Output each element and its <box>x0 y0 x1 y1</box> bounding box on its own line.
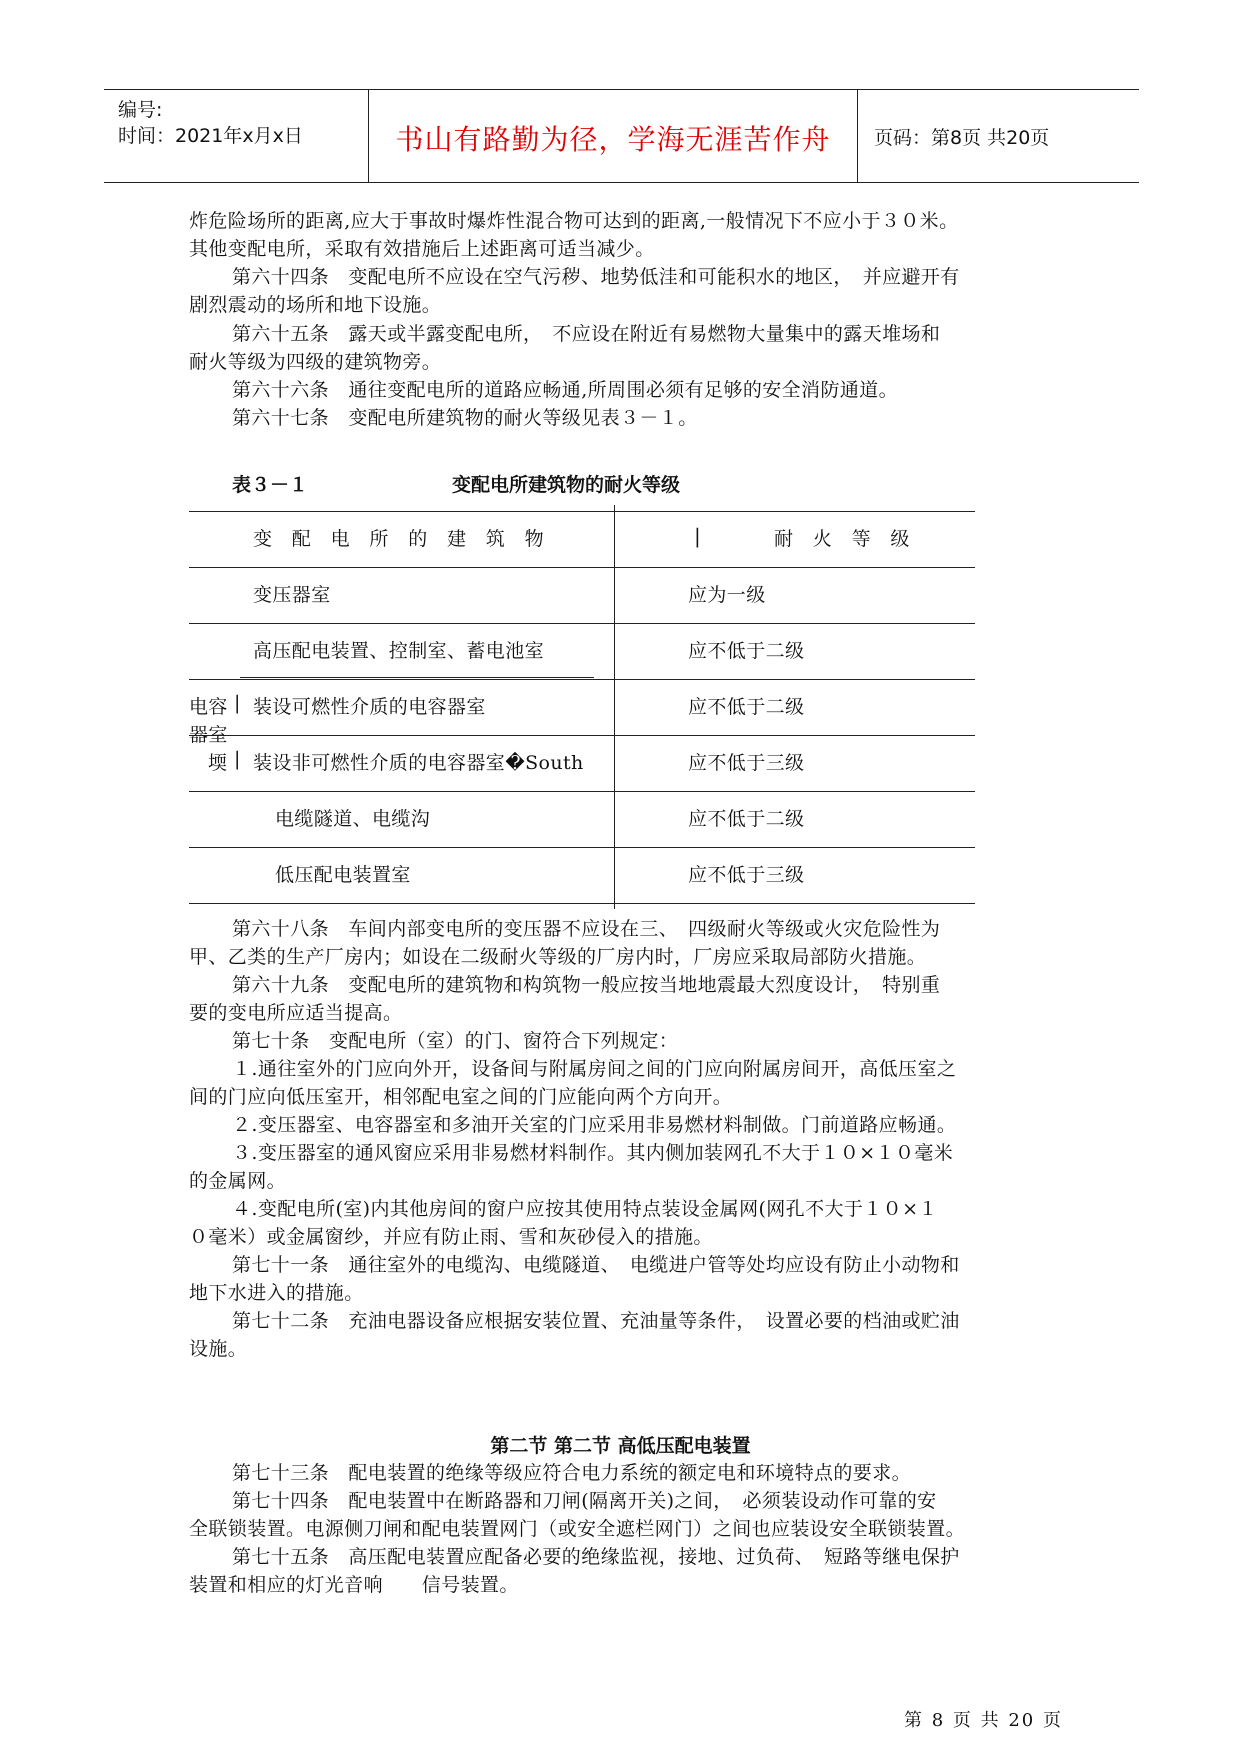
text-line: 第七十五条 高压配电装置应配备必要的绝缘监视，接地、过负荷、 短路等继电保护 <box>232 1546 960 1568</box>
column-header-grade: 耐 火 等 级 <box>774 528 910 550</box>
text-line: 间的门应向低压室开，相邻配电室之间的门应能向两个方向开。 <box>189 1086 733 1108</box>
table-rule <box>189 567 975 568</box>
text-line: ２.变压器室、电容器室和多油开关室的门应采用非易燃材料制做。门前道路应畅通。 <box>232 1114 957 1136</box>
text-line: 第六十四条 变配电所不应设在空气污秽、地势低洼和可能积水的地区， 并应避开有 <box>232 266 960 288</box>
text-line: 要的变电所应适当提高。 <box>189 1002 403 1024</box>
table-cell-grade: 应不低于三级 <box>688 752 805 774</box>
text-line: 全联锁装置。电源侧刀闸和配电装置网门（或安全遮栏网门）之间也应装设安全联锁装置。 <box>189 1518 966 1540</box>
group-label: 电容 <box>189 696 228 718</box>
text-line: 炸危险场所的距离,应大于事故时爆炸性混合物可达到的距离,一般情况下不应小于３０米。 <box>189 210 959 232</box>
table-rule <box>189 735 975 736</box>
table-cell-building: 电缆隧道、电缆沟 <box>275 808 431 830</box>
text-line: ４.变配电所(室)内其他房间的窗户应按其使用特点装设金属网(网孔不大于１０×１ <box>232 1198 938 1220</box>
text-line: 第六十九条 变配电所的建筑物和构筑物一般应按当地地震最大烈度设计， 特别重 <box>232 974 941 996</box>
motto: 书山有路勤为径，学海无涯苦作舟 <box>395 123 831 156</box>
text-line: 第七十一条 通往室外的电缆沟、电缆隧道、 电缆进户管等处均应设有防止小动物和 <box>232 1254 960 1276</box>
text-line: ３.变压器室的通风窗应采用非易燃材料制作。其内侧加装网孔不大于１０×１０毫米 <box>232 1142 954 1164</box>
table-rule-sub <box>240 677 594 678</box>
text-line: 第七十三条 配电装置的绝缘等级应符合电力系统的额定电和环境特点的要求。 <box>232 1462 912 1484</box>
table-cell-grade: 应不低于三级 <box>688 864 805 886</box>
text-line: 其他变配电所，采取有效措施后上述距离可适当减少。 <box>189 238 655 260</box>
table-cell-building: 变压器室 <box>253 584 331 606</box>
text-line: １.通往室外的门应向外开，设备间与附属房间之间的门应向附属房间开，高低压室之 <box>232 1058 957 1080</box>
text-line: 第六十五条 露天或半露变配电所， 不应设在附近有易燃物大量集中的露天堆场和 <box>232 323 941 345</box>
text-line: 的金属网。 <box>189 1170 287 1192</box>
table-rule <box>189 679 975 680</box>
table-cell-building: 高压配电装置、控制室、蓄电池室 <box>253 640 545 662</box>
table-cell-building: 低压配电装置室 <box>275 864 411 886</box>
group-label: 器室 <box>189 724 228 746</box>
section-title: 第二节 第二节 高低压配电装置 <box>490 1435 751 1457</box>
table-cell-building: 装设非可燃性介质的电容器室�South <box>253 752 584 774</box>
text-line: 设施。 <box>189 1338 248 1360</box>
time-label: 时间：2021年x月x日 <box>118 125 303 147</box>
table-cell-grade: 应不低于二级 <box>688 696 805 718</box>
page-label: 页码：第8页 共20页 <box>874 127 1050 149</box>
table-cell-grade: 应为一级 <box>688 584 766 606</box>
table-cell-building: 装设可燃性介质的电容器室 <box>253 696 486 718</box>
text-line: 第七十二条 充油电器设备应根据安装位置、充油量等条件， 设置必要的档油或贮油 <box>232 1310 960 1332</box>
text-line: 甲、乙类的生产厂房内；如设在二级耐火等级的厂房内时，厂房应采取局部防火措施。 <box>189 946 927 968</box>
text-line: 第六十六条 通往变配电所的道路应畅通,所周围必须有足够的安全消防通道。 <box>232 379 899 401</box>
header-motto-cell <box>369 90 858 182</box>
text-line: 剧烈震动的场所和地下设施。 <box>189 294 442 316</box>
text-line: 第六十七条 变配电所建筑物的耐火等级见表３－１。 <box>232 407 698 429</box>
text-line: 第七十四条 配电装置中在断路器和刀闸(隔离开关)之间， 必须装设动作可靠的安 <box>232 1490 937 1512</box>
text-line: 地下水进入的措施。 <box>189 1282 364 1304</box>
text-line: 装置和相应的灯光音响 信号装置。 <box>189 1574 519 1596</box>
text-line: ０毫米）或金属窗纱，并应有防止雨、雪和灰砂侵入的措施。 <box>189 1226 713 1248</box>
table-rule <box>189 791 975 792</box>
text-line: 第七十条 变配电所（室）的门、窗符合下列规定： <box>232 1030 679 1052</box>
group-label: 堧 <box>208 752 228 774</box>
table-rule <box>189 623 975 624</box>
text-line: 第六十八条 车间内部变电所的变压器不应设在三、 四级耐火等级或火灾危险性为 <box>232 918 941 940</box>
table-caption-title: 变配电所建筑物的耐火等级 <box>452 474 681 496</box>
table-caption-number: 表３－１ <box>232 474 309 496</box>
table-cell-grade: 应不低于二级 <box>688 640 805 662</box>
table-column-divider <box>614 505 615 909</box>
number-label: 编号: <box>118 99 163 121</box>
table-cell-grade: 应不低于二级 <box>688 808 805 830</box>
text-line: 耐火等级为四级的建筑物旁。 <box>189 351 442 373</box>
table-rule <box>189 903 975 904</box>
table-rule <box>189 511 975 512</box>
header-meta-cell <box>104 90 369 182</box>
page-header <box>104 89 1139 183</box>
page-footer: 第 8 页 共 20 页 <box>904 1710 1063 1731</box>
table-rule <box>189 847 975 848</box>
column-header-building: 变 配 电 所 的 建 筑 物 <box>253 528 545 550</box>
